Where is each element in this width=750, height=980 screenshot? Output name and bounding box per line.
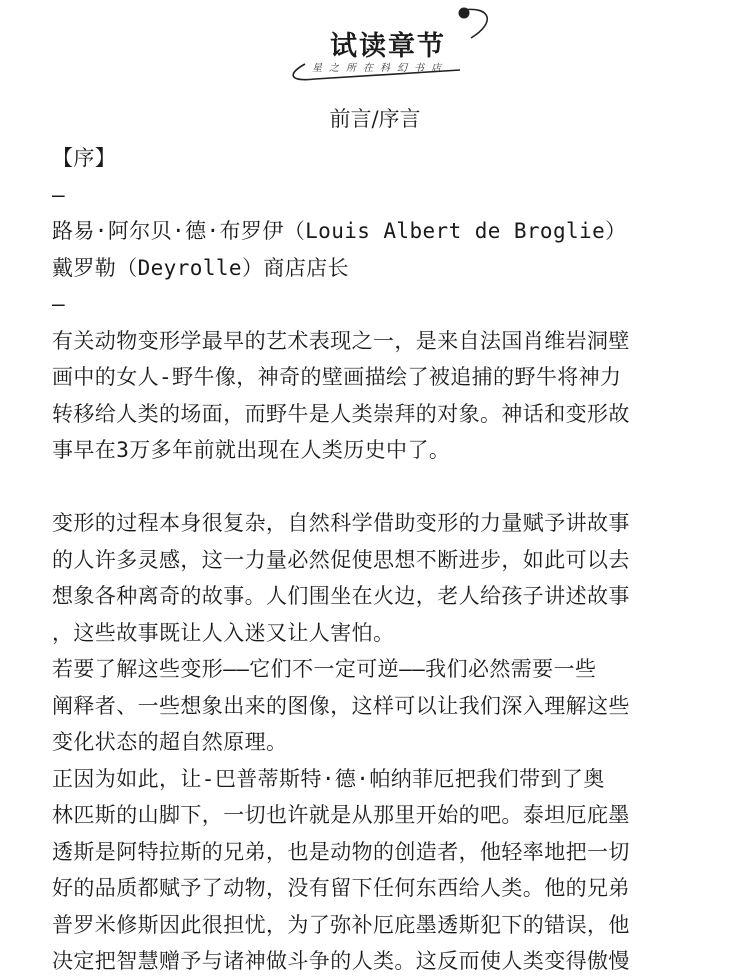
text-line: 想象各种离奇的故事。人们围坐在火边，老人给孩子讲述故事 (52, 584, 630, 608)
text-line: 普罗米修斯因此很担忧，为了弥补厄庇墨透斯犯下的错误，他 (52, 912, 630, 937)
text-line: 变化状态的超自然原理。 (52, 730, 288, 754)
text-line: 【序】 (52, 146, 117, 170)
text-line: 正因为如此，让-巴普蒂斯特·德·帕纳菲厄把我们带到了奥 (52, 766, 605, 791)
text-line: — (52, 292, 66, 316)
text-line: 透斯是阿特拉斯的兄弟，也是动物的创造者，他轻率地把一切 (52, 839, 630, 864)
text-line: 有关动物变形学最早的艺术表现之一，是来自法国肖维岩洞壁 (52, 328, 630, 353)
text-line: 的人许多灵感，这一力量必然促使思想不断进步，如此可以去 (52, 547, 630, 572)
text-line: — (52, 182, 66, 207)
blank-line (52, 469, 712, 506)
text-line: 画中的女人-野牛像，神奇的壁画描绘了被追捕的野牛将神力 (52, 365, 622, 389)
text-line: 路易·阿尔贝·德·布罗伊（Louis Albert de Broglie） (52, 219, 627, 243)
text-line: 阐释者、一些想象出来的图像，这样可以让我们深入理解这些 (52, 693, 630, 718)
store-logo (275, 4, 495, 84)
text-line: 若要了解这些变形——它们不一定可逆——我们必然需要一些 (52, 657, 597, 681)
text-line: 林匹斯的山脚下，一切也许就是从那里开始的吧。泰坦厄庇墨 (52, 803, 630, 827)
text-line: 决定把智慧赠予与诸神做斗争的人类。这反而使人类变得傲慢 (52, 949, 630, 973)
text-line: 事早在3万多年前就出现在人类历史中了。 (52, 438, 451, 462)
text-line: 戴罗勒（Deyrolle）商店店长 (52, 255, 349, 280)
text-line: 转移给人类的场面，而野牛是人类崇拜的对象。神话和变形故 (52, 401, 630, 426)
chapter-title: 前言/序言 (329, 107, 421, 131)
logo-subtitle: 星之所在科幻书店 (312, 63, 448, 74)
text-line: ，这些故事既让人入迷又让人害怕。 (52, 620, 395, 645)
logo-title: 试读章节 (330, 31, 446, 62)
text-line: 好的品质都赋予了动物，没有留下任何东西给人类。他的兄弟 (52, 876, 630, 900)
text-line: 变形的过程本身很复杂，自然科学借助变形的力量赋予讲故事 (52, 511, 630, 535)
chapter-body (52, 140, 712, 980)
